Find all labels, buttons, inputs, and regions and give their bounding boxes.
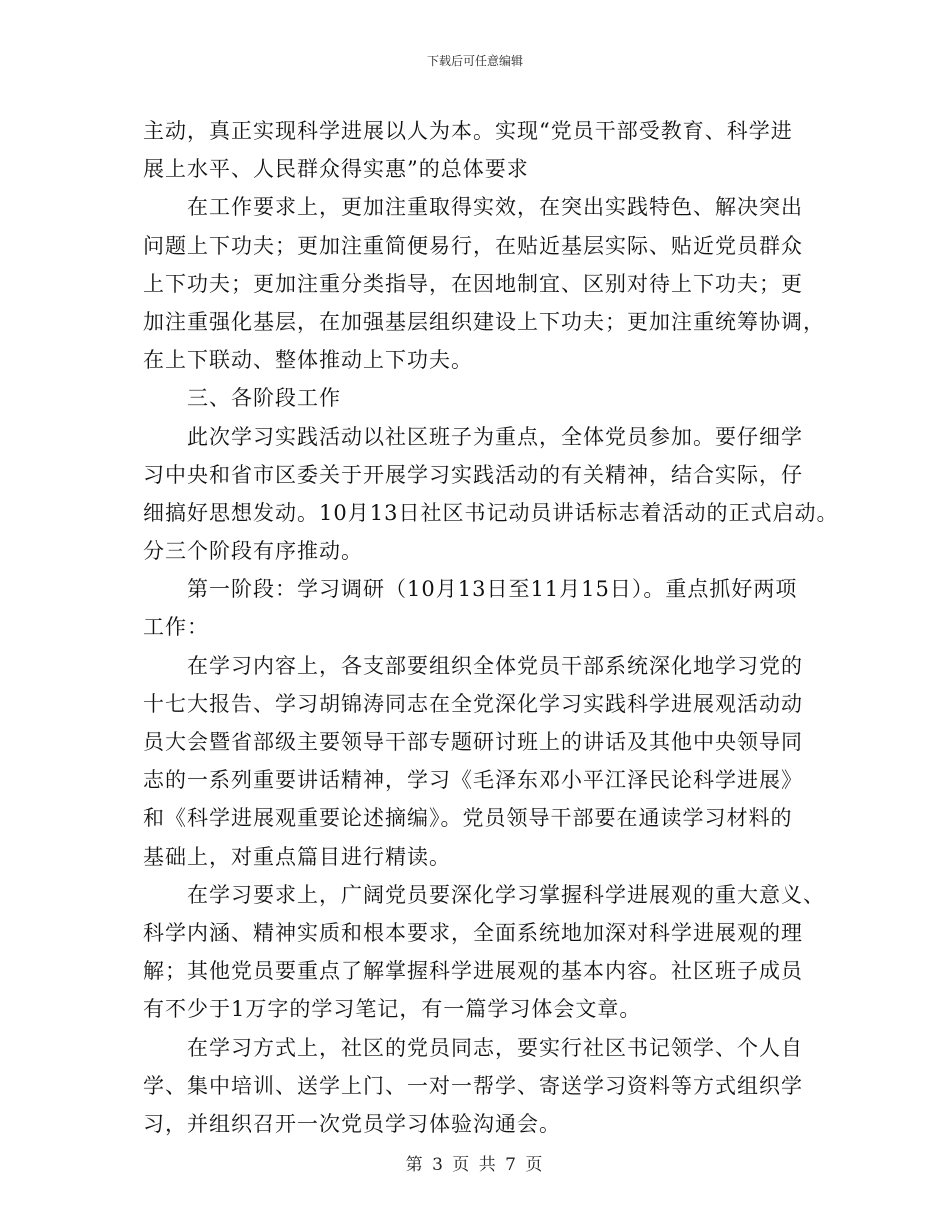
body-line: 上下功夫；更加注重分类指导，在因地制宜、区别对待上下功夫；更 (143, 271, 803, 296)
document-body (143, 112, 839, 1143)
body-line: 和《科学进展观重要论述摘编》。党员领导干部要在通读学习材料的 (143, 806, 793, 831)
paragraph-first-line: 在学习方式上，社区的党员同志，要实行社区书记领学、个人自 (187, 1035, 803, 1060)
page-number: 第 3 页 共 7 页 (405, 1155, 545, 1175)
body-line: 十七大报告、学习胡锦涛同志在全党深化学习实践科学进展观活动动 (143, 691, 803, 716)
page-header: 下载后可任意编辑 (426, 54, 523, 68)
paragraph-first-line: 第一阶段：学习调研（10月13日至11月15日）。重点抓好两项 (187, 577, 798, 602)
body-line: 展上水平、人民群众得实惠”的总体要求 (143, 157, 529, 182)
body-line: 习中央和省市区委关于开展学习实践活动的有关精神，结合实际，仔 (143, 462, 803, 487)
paragraph-first-line: 在学习内容上，各支部要组织全体党员干部系统深化地学习党的 (187, 653, 803, 678)
body-line: 科学内涵、精神实质和根本要求，全面系统地加深对科学进展观的理 (143, 920, 803, 945)
paragraph-first-line: 此次学习实践活动以社区班子为重点，全体党员参加。要仔细学 (187, 424, 803, 449)
body-line: 基础上，对重点篇目进行精读。 (143, 844, 451, 869)
paragraph-first-line: 在工作要求上，更加注重取得实效，在突出实践特色、解决突出 (187, 195, 803, 220)
body-line: 加注重强化基层，在加强基层组织建设上下功夫；更加注重统筹协调， (143, 309, 825, 334)
body-line: 员大会暨省部级主要领导干部专题研讨班上的讲话及其他中央领导同 (143, 730, 803, 754)
body-line: 在上下联动、整体推动上下功夫。 (143, 348, 473, 373)
body-line: 解；其他党员要重点了解掌握科学进展观的基本内容。社区班子成员 (143, 959, 803, 984)
paragraph-first-line: 在学习要求上，广阔党员要深化学习掌握科学进展观的重大意义、 (187, 882, 825, 907)
body-line: 学、集中培训、送学上门、一对一帮学、寄送学习资料等方式组织学 (143, 1073, 803, 1098)
body-line: 问题上下功夫；更加注重简便易行，在贴近基层实际、贴近党员群众 (143, 233, 803, 258)
body-line: 习，并组织召开一次党员学习体验沟通会。 (143, 1111, 561, 1136)
body-line: 志的一系列重要讲话精神，学习《毛泽东邓小平江泽民论科学进展》 (143, 768, 803, 793)
body-line: 主动，真正实现科学进展以人为本。实现“党员干部受教育、科学进 (143, 119, 793, 143)
body-line: 工作： (143, 615, 209, 640)
body-line: 细搞好思想发动。10月13日社区书记动员讲话标志着活动的正式启动。 (143, 500, 839, 525)
body-line: 分三个阶段有序推动。 (143, 539, 363, 564)
section-heading: 三、各阶段工作 (187, 386, 341, 411)
body-line: 有不少于1万字的学习笔记，有一篇学习体会文章。 (143, 997, 642, 1022)
